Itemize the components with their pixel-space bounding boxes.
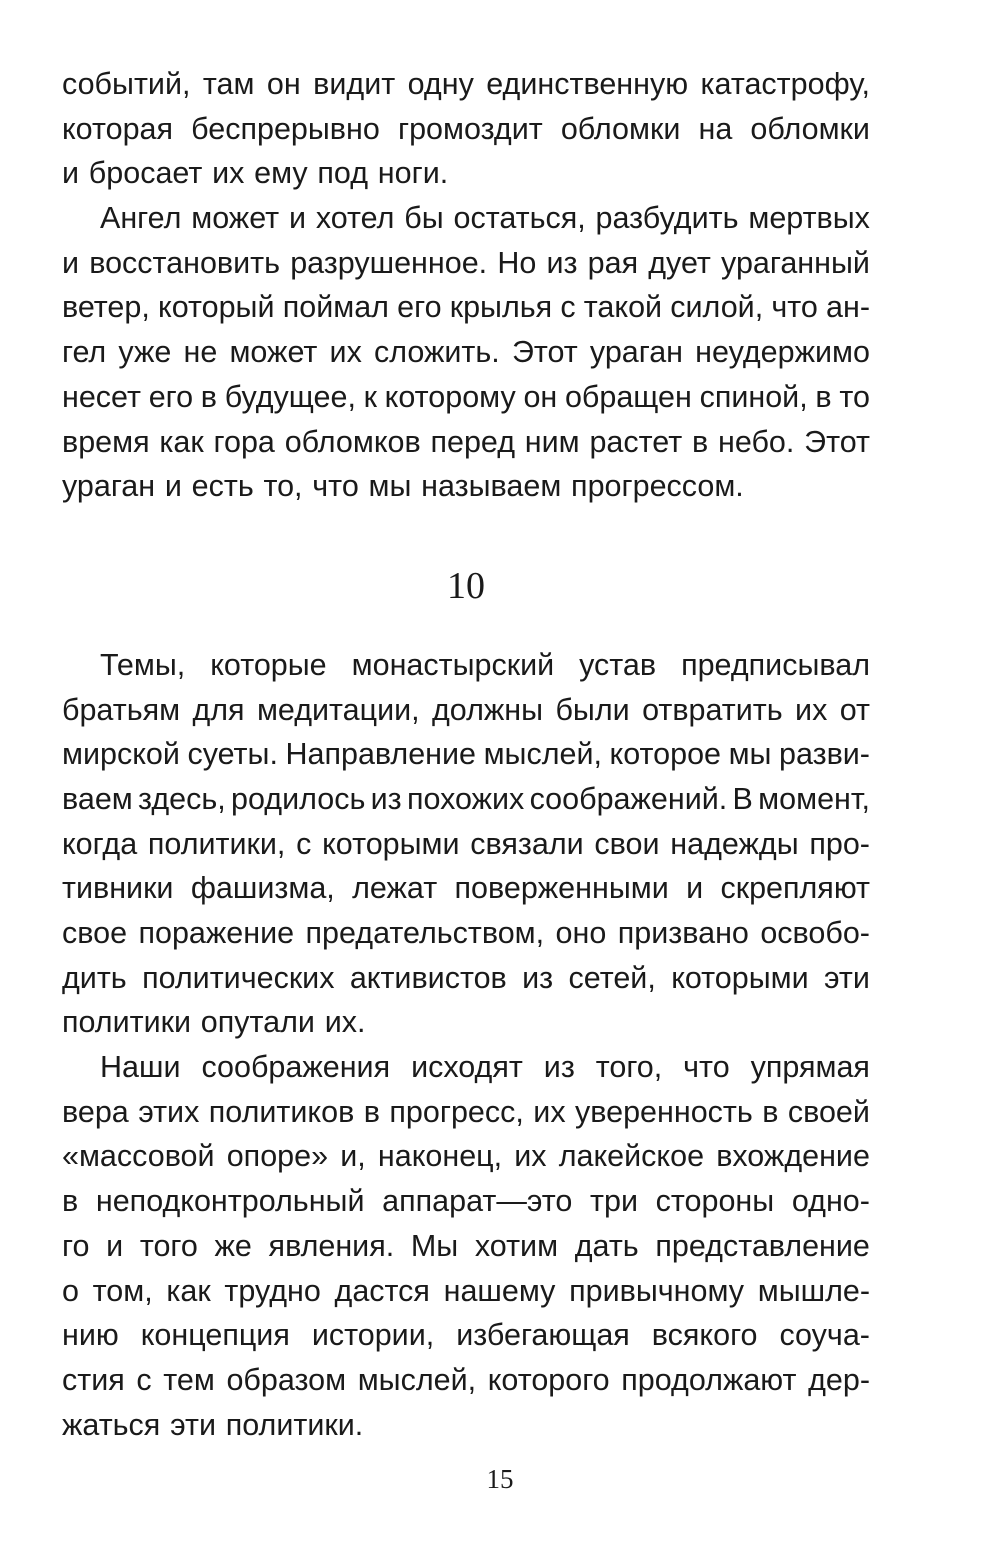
text-line: мирской суеты. Направление мыслей, которое мы разви- [62,737,870,772]
text-line: которая беспрерывно громоздит обломки на обломки [62,111,870,146]
text-line: братьям для медитации, должны были отвратить их от [62,692,870,727]
text-line: Ангел может и хотел бы остаться, разбудить мертвых [100,201,870,236]
paragraph-continuation [62,62,870,196]
text-line: когда политики, с которыми связали свои надежды про- [62,826,870,861]
text-line: дить политических активистов из сетей, которыми эти [62,960,870,995]
paragraph-considerations [62,1045,870,1447]
text-line: стия с тем образом мыслей, которого продолжают дер- [62,1362,870,1397]
text-line: гел уже не может их сложить. Этот ураган неудержимо [62,335,870,370]
text-line: несет его в будущее, к которому он обращен спиной, в то [62,379,870,414]
text-line: Темы, которые монастырский устав предписывал [100,647,870,682]
text-line: го и того же явления. Мы хотим дать представление [62,1228,870,1263]
paragraph-themes [62,643,870,1045]
text-line: свое поражение предательством, оно призвано освобо- [62,916,870,950]
text-line: политики опутали их. [62,1005,366,1040]
text-line: ваем здесь, родилось из похожих соображений. В момент, [62,781,870,816]
page-body [62,62,870,1447]
section-heading: 10 [447,564,485,607]
text-line: о том, как трудно дастся нашему привычному мышле- [62,1273,870,1308]
text-line: и восстановить разрушенное. Но из рая дует ураганный [62,245,870,280]
text-line: событий, там он видит одну единственную катастрофу, [62,67,870,101]
text-line: ураган и есть то, что мы называем прогрессом. [62,469,744,504]
text-line: тивники фашизма, лежат поверженными и скрепляют [62,871,870,906]
text-block-bottom [62,643,870,1447]
text-line: жаться эти политики. [62,1407,364,1442]
text-line: и бросает их ему под ноги. [62,156,449,191]
text-line: «массовой опоре» и, наконец, их лакейское вхождение [62,1139,870,1174]
paragraph-angel [62,196,870,509]
text-line: в неподконтрольный аппарат—это три стороны одно- [62,1184,870,1219]
text-line: время как гора обломков перед ним растет в небо. Этот [62,424,870,459]
text-line: ветер, который поймал его крылья с такой силой, что ан- [62,290,870,325]
page-number: 15 [486,1464,514,1494]
text-block-top [62,62,870,509]
text-line: вера этих политиков в прогресс, их уверенность в своей [62,1094,870,1129]
text-line: нию концепция истории, избегающая всякого соуча- [62,1318,870,1353]
text-line: Наши соображения исходят из того, что упрямая [100,1050,870,1085]
